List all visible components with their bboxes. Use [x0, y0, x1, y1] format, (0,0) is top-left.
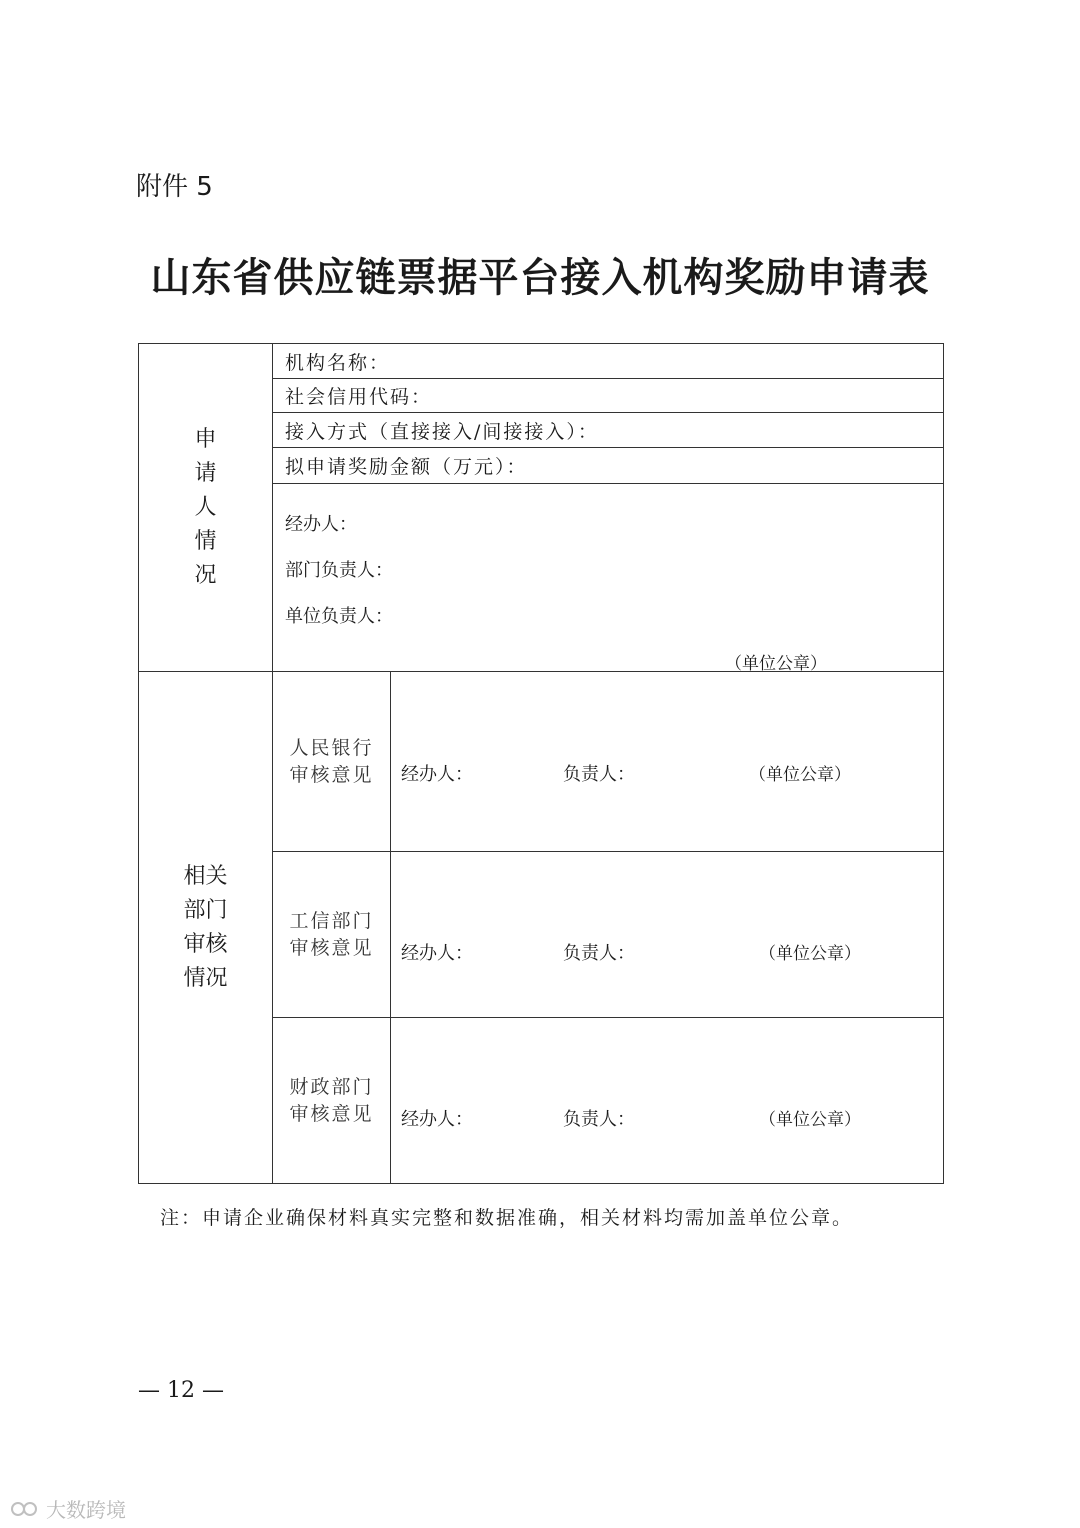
unit-leader-label: 单位负责人：	[285, 606, 393, 627]
miit-stamp-label: （单位公章）	[759, 944, 861, 964]
pboc-dept-label: 人民银行 审核意见	[273, 672, 391, 852]
pboc-handler-label: 经办人：	[401, 764, 473, 785]
page-number: — 12 —	[138, 1378, 224, 1403]
pboc-review-cell[interactable]	[391, 672, 944, 852]
finance-leader-label: 负责人：	[563, 1109, 635, 1130]
application-form-table	[138, 343, 944, 1184]
miit-leader-label: 负责人：	[563, 943, 635, 964]
miit-handler-label: 经办人：	[401, 943, 473, 964]
pboc-leader-label: 负责人：	[563, 764, 635, 785]
pboc-stamp-label: （单位公章）	[749, 765, 851, 785]
access-method-field[interactable]: 接入方式（直接接入/间接接入）：	[273, 413, 944, 448]
applicant-signature-block	[273, 484, 943, 674]
watermark-logo-icon	[10, 1499, 40, 1519]
applicant-section-label: 申 请 人 情 况	[139, 344, 273, 672]
form-note: 注：申请企业确保材料真实完整和数据准确，相关材料均需加盖单位公章。	[160, 1207, 854, 1229]
miit-review-cell[interactable]	[391, 852, 944, 1018]
credit-code-field[interactable]: 社会信用代码：	[273, 379, 944, 413]
finance-review-cell[interactable]	[391, 1018, 944, 1184]
form-title: 山东省供应链票据平台接入机构奖励申请表	[150, 254, 930, 301]
watermark-text: 大数跨境	[46, 1498, 126, 1522]
finance-dept-label: 财政部门 审核意见	[273, 1018, 391, 1184]
reward-amount-field[interactable]: 拟申请奖励金额（万元）：	[273, 448, 944, 484]
finance-stamp-label: （单位公章）	[759, 1110, 861, 1130]
dept-leader-label: 部门负责人：	[285, 560, 393, 581]
finance-handler-label: 经办人：	[401, 1109, 473, 1130]
miit-dept-label: 工信部门 审核意见	[273, 852, 391, 1018]
handler-label: 经办人：	[285, 514, 357, 535]
review-section-label: 相关 部门 审核 情况	[139, 672, 273, 1184]
watermark	[10, 1494, 126, 1523]
attachment-label: 附件 5	[136, 172, 213, 202]
org-name-field[interactable]: 机构名称：	[273, 344, 944, 379]
unit-stamp-label: （单位公章）	[725, 654, 827, 674]
